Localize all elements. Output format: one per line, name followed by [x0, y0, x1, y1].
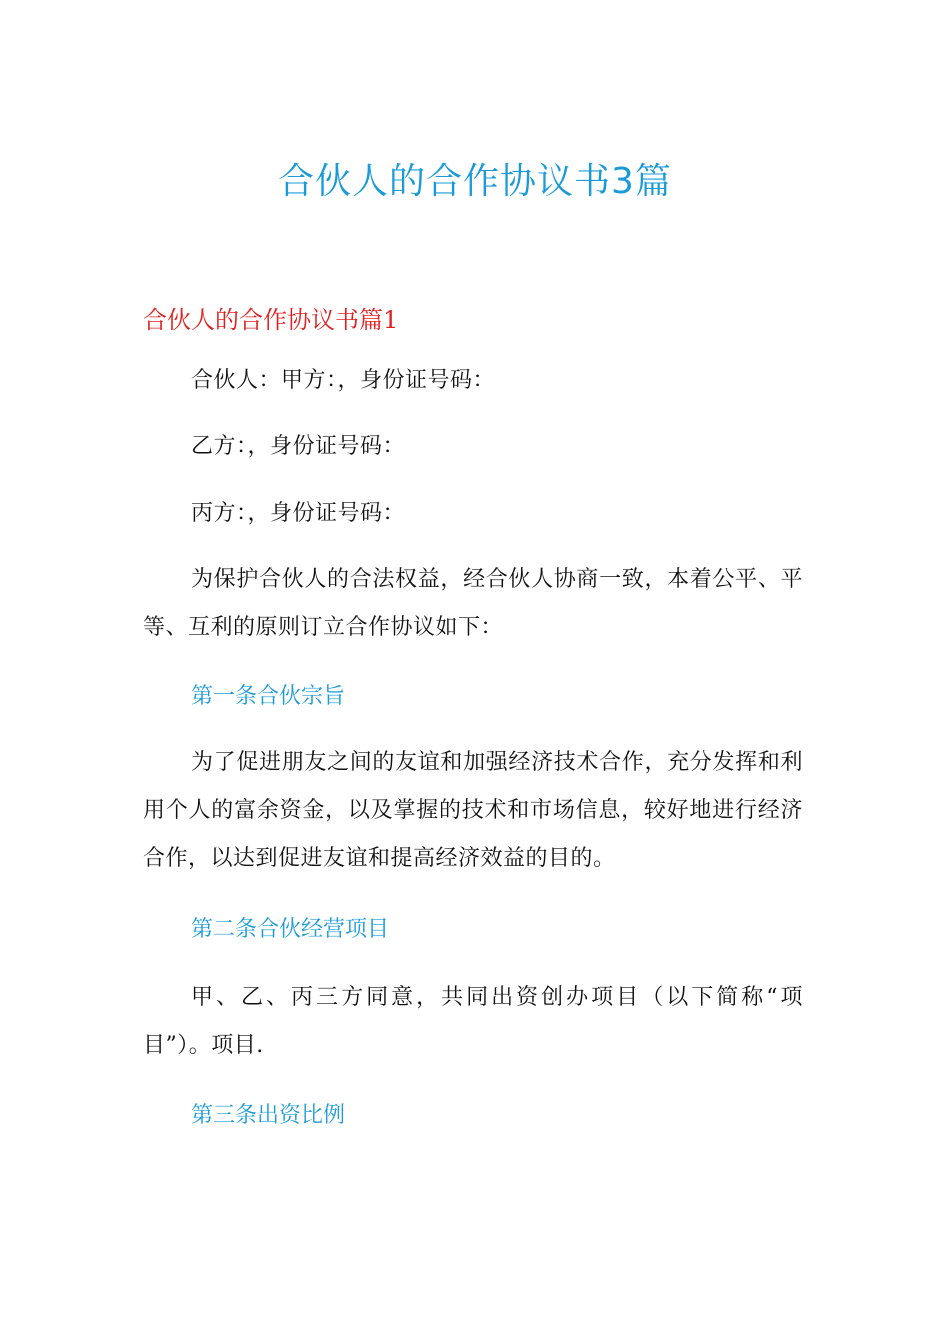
article-2-title: 第二条合伙经营项目 [191, 917, 390, 942]
article-1-body: 为了促进朋友之间的友谊和加强经济技术合作，充分发挥和利用个人的富余资金，以及掌握的技术和市场信息，较好地进行经济合作，以达到促进友谊和提高经济效益的目的。 [143, 750, 803, 871]
party-a-line: 合伙人：甲方：，身份证号码： [191, 368, 496, 393]
party-b-line: 乙方：，身份证号码： [191, 434, 406, 459]
article-1-title: 第一条合伙宗旨 [191, 684, 346, 709]
section-heading: 合伙人的合作协议书篇1 [143, 306, 399, 334]
party-c-line: 丙方：，身份证号码： [191, 501, 406, 526]
article-2-body: 甲、乙、丙三方同意，共同出资创办项目（以下简称“项目”）。项目. [143, 985, 803, 1058]
preamble-paragraph: 为保护合伙人的合法权益，经合伙人协商一致，本着公平、平等、互利的原则订立合作协议如下： [143, 567, 803, 640]
article-3-title: 第三条出资比例 [191, 1103, 346, 1128]
document-title: 合伙人的合作协议书3篇 [278, 161, 672, 202]
